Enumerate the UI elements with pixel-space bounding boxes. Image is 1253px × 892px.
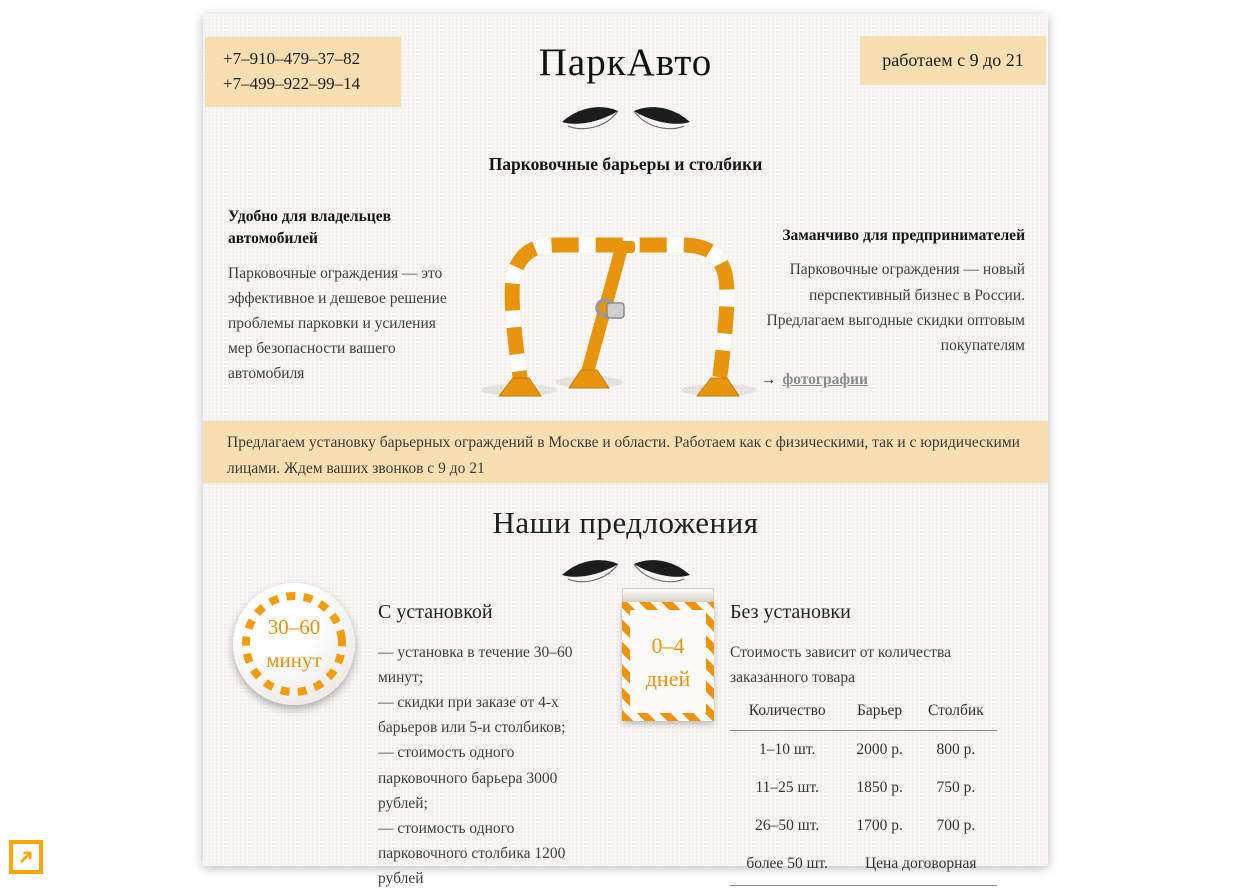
col-post: Столбик	[915, 698, 997, 731]
owners-text: Парковочные ограждения — это эффективное и дешевое решение проблемы парковки и усиления мер безопасности вашего автомобиля	[228, 264, 447, 383]
flourish-ornament-icon	[203, 102, 1048, 139]
owners-column	[228, 206, 460, 386]
phone-number-1: +7–910–479–37–82	[223, 49, 361, 69]
without-install-heading: Без установки	[730, 601, 851, 623]
minutes-badge-unit: минут	[266, 648, 322, 672]
minutes-badge-value: 30–60	[267, 615, 321, 640]
cell-barrier-price: 1700 р.	[856, 817, 903, 834]
page-card	[203, 14, 1048, 887]
table-row	[730, 731, 997, 770]
owners-heading: Удобно для владельцев автомобилей	[228, 208, 391, 248]
working-hours-badge: работаем с 9 до 21	[860, 36, 1046, 85]
days-badge-unit: дней	[645, 665, 691, 691]
list-item: — установка в течение 30–60 минут;	[378, 644, 573, 687]
with-install-heading: С установкой	[378, 601, 493, 623]
with-install-list	[378, 640, 590, 891]
install-offer-banner: Предлагаем установку барьерных ограждений в Москве и области. Работаем как с физическими, так и с юридическими лицами. Ждем ваших звонков с 9 до 21	[203, 421, 1048, 483]
calendar-binding-icon	[622, 588, 714, 602]
without-install-subtext: Стоимость зависит от количества заказанного товара	[730, 644, 951, 686]
cell-post-price: 750 р.	[936, 779, 976, 796]
price-table	[730, 698, 997, 886]
business-text: Парковочные ограждения — новый перспективный бизнес в России. Предлагаем выгодные скидки оптовым покупателям	[766, 261, 1025, 354]
site-title: ПаркАвто	[538, 41, 713, 84]
photos-link[interactable]: фотографии	[782, 371, 868, 388]
cell-qty: 26–50 шт.	[755, 817, 820, 834]
table-row	[730, 807, 997, 845]
table-header-row	[730, 698, 997, 731]
days-badge-value: 0–4	[651, 632, 685, 658]
table-row	[730, 769, 997, 807]
external-link-icon[interactable]	[9, 840, 43, 874]
cell-negotiable-price: Цена договорная	[844, 845, 997, 886]
minutes-badge	[233, 583, 355, 705]
col-barrier: Барьер	[844, 698, 914, 731]
list-item: — стоимость одного парковочного столбика 1200 рублей	[378, 819, 566, 887]
cell-post-price: 800 р.	[936, 741, 976, 758]
photos-link-row	[761, 371, 868, 389]
arrow-right-icon: →	[761, 371, 777, 388]
intro-heading: Парковочные барьеры и столбики	[488, 154, 763, 174]
cell-qty: 11–25 шт.	[755, 779, 819, 796]
cell-barrier-price: 1850 р.	[856, 779, 903, 796]
phone-number-2: +7–499–922–99–14	[223, 74, 361, 93]
cell-qty: более 50 шт.	[730, 845, 844, 886]
list-item: — стоимость одного парковочного барьера 3000 рублей;	[378, 744, 558, 812]
parking-barrier-image	[471, 186, 763, 398]
cell-qty: 1–10 шт.	[759, 741, 816, 758]
cell-barrier-price: 2000 р.	[856, 741, 903, 758]
cell-post-price: 700 р.	[936, 817, 976, 834]
business-column	[763, 225, 1025, 358]
days-badge	[622, 588, 714, 721]
business-heading: Заманчиво для предпринимателей	[782, 227, 1025, 244]
offers-heading: Наши предложения	[492, 505, 759, 540]
col-quantity: Количество	[730, 698, 844, 731]
list-item: — скидки при заказе от 4-х барьеров или 5-и столбиков;	[378, 694, 566, 737]
table-row	[730, 845, 997, 886]
